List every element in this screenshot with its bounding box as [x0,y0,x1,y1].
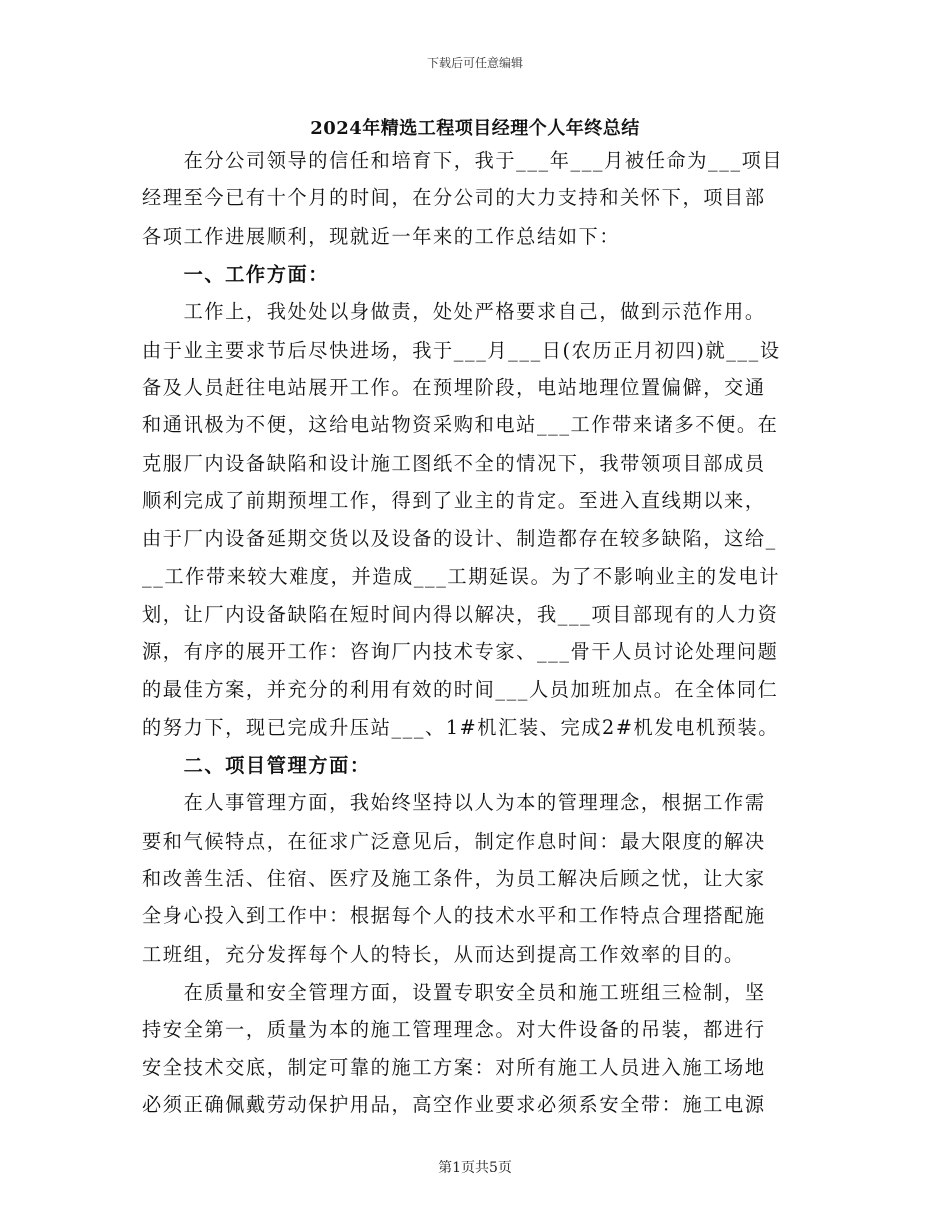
paragraph-line: 工作上，我处处以身做责，处处严格要求自己，做到示范作用。 [142,300,766,323]
paragraph-line: 持安全第一，质量为本的施工管理理念。对大件设备的吊装，都进行 [142,1018,766,1041]
paragraph-line: 工班组，充分发挥每个人的特长，从而达到提高工作效率的目的。 [142,943,745,966]
paragraph-line: 在质量和安全管理方面，设置专职安全员和施工班组三检制，坚 [142,981,766,1004]
paragraph-line: 经理至今已有十个月的时间，在分公司的大力支持和关怀下，项目部 [142,186,766,209]
paragraph-line: 备及人员赶往电站展开工作。在预埋阶段，电站地理位置偏僻，交通 [142,376,766,399]
paragraph-line: 要和气候特点，在征求广泛意见后，制定作息时间：最大限度的解决 [142,830,766,853]
paragraph-line: 由于厂内设备延期交货以及设备的设计、制造都存在较多缺陷，这给_ [142,527,777,550]
paragraph-line: 的最佳方案，并充分的利用有效的时间___人员加班加点。在全体同仁 [142,678,779,701]
paragraph-line: __工作带来较大难度，并造成___工期延误。为了不影响业主的发电计 [142,565,781,588]
header-note: 下载后可任意编辑 [426,56,523,70]
paragraph-line: 全身心投入到工作中：根据每个人的技术水平和工作特点合理搭配施 [142,904,766,927]
document-title: 2024年精选工程项目经理个人年终总结 [310,118,640,139]
paragraph-line: 顺利完成了前期预埋工作，得到了业主的肯定。至进入直线期以来， [142,489,766,512]
paragraph-line: 的努力下，现已完成升压站___、1#机汇装、完成2#机发电机预装。 [142,716,780,739]
page-indicator: 第1页共5页 [438,1160,512,1176]
paragraph-line: 源，有序的展开工作：咨询厂内技术专家、___骨干人员讨论处理问题 [142,640,779,663]
paragraph-line: 安全技术交底，制定可靠的施工方案：对所有施工人员进入施工场地 [142,1056,766,1079]
paragraph-line: 必须正确佩戴劳动保护用品，高空作业要求必须系安全带：施工电源 [142,1093,766,1116]
paragraph-line: 由于业主要求节后尽快进场，我于___月___日(农历正月初四)就___设 [142,339,781,362]
paragraph-line: 克服厂内设备缺陷和设计施工图纸不全的情况下，我带领项目部成员 [142,452,766,475]
section-heading: 一、工作方面： [142,263,330,286]
paragraph-line: 和改善生活、住宿、医疗及施工条件，为员工解决后顾之忧，让大家 [142,867,766,890]
paragraph-line: 在分公司领导的信任和培育下，我于___年___月被任命为___项目 [142,149,784,172]
paragraph-line: 在人事管理方面，我始终坚持以人为本的管理理念，根据工作需 [142,791,766,814]
paragraph-line: 划，让厂内设备缺陷在短时间内得以解决，我___项目部现有的人力资 [142,603,779,626]
paragraph-line: 和通讯极为不便，这给电站物资采购和电站___工作带来诸多不便。在 [142,413,779,436]
paragraph-line: 各项工作进展顺利，现就近一年来的工作总结如下： [142,225,621,248]
section-heading: 二、项目管理方面： [142,754,371,777]
